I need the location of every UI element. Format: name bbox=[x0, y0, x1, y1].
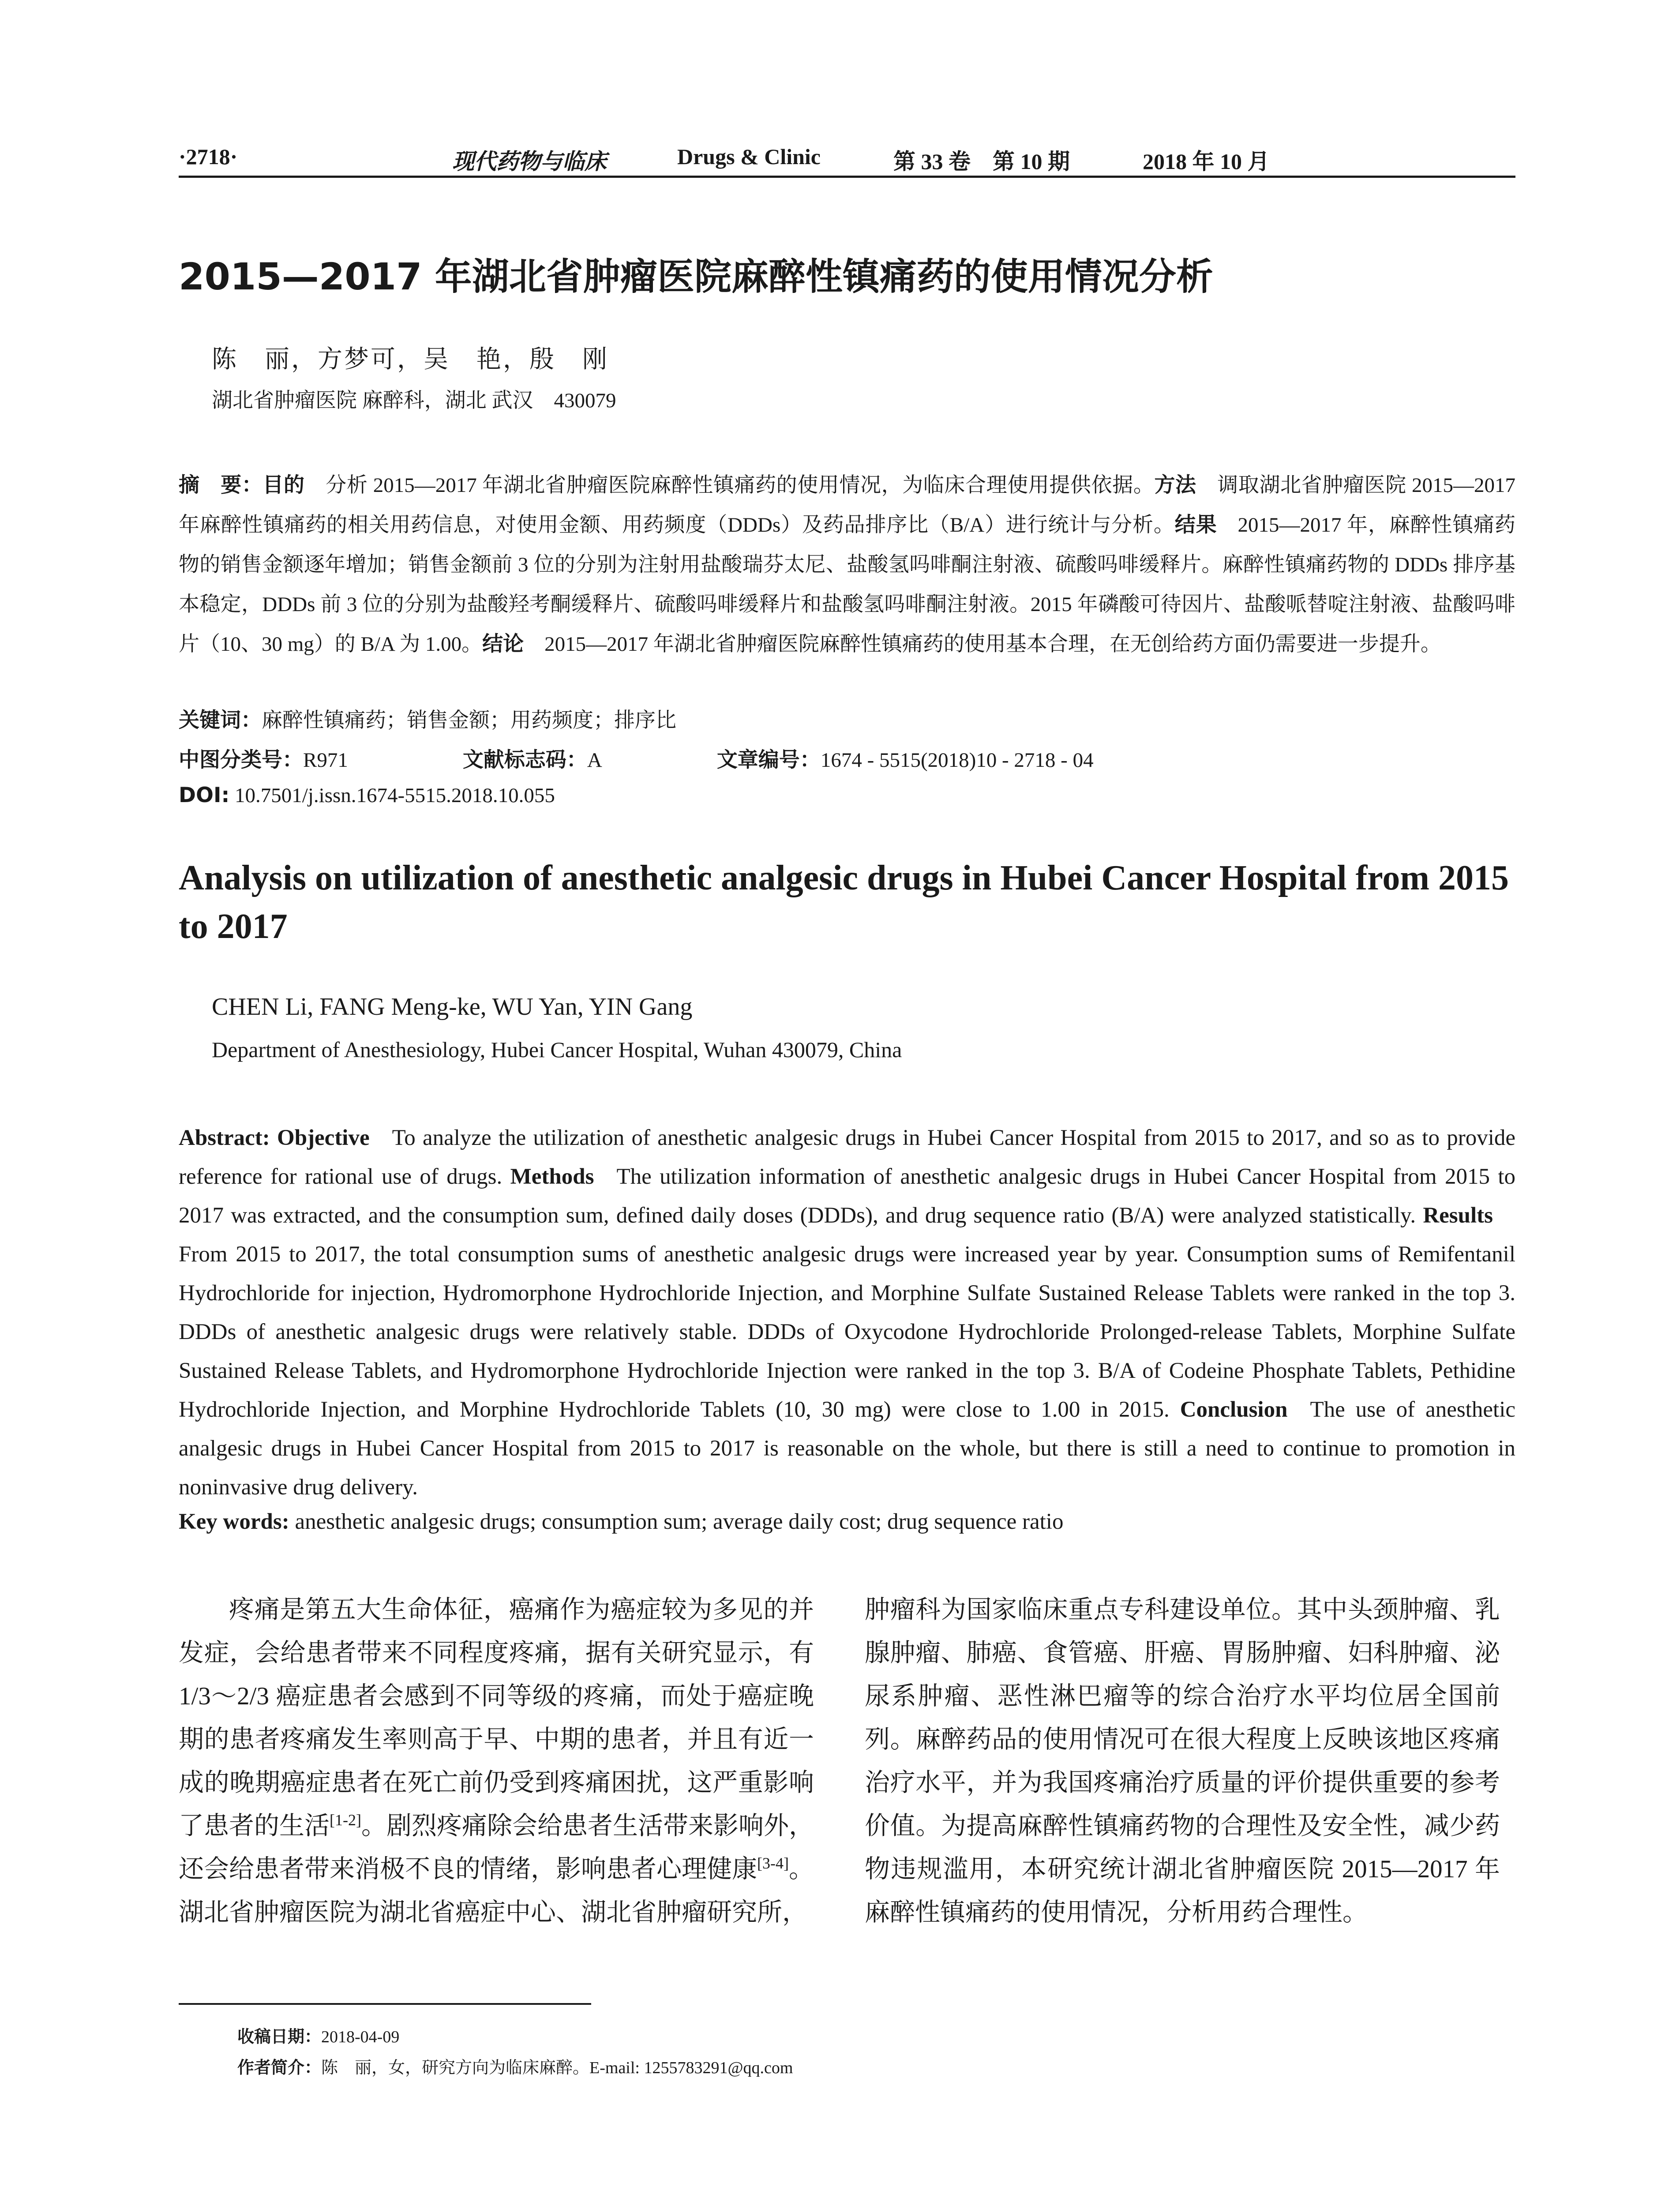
clc-label: 中图分类号： bbox=[179, 748, 303, 772]
keywords-text-cn: 麻醉性镇痛药；销售金额；用药频度；排序比 bbox=[262, 709, 676, 732]
classification-line bbox=[179, 743, 1515, 773]
objective-label-en: Objective bbox=[277, 1126, 370, 1150]
doi-link[interactable]: 10.7501/j.issn.1674-5515.2018.10.055 bbox=[235, 784, 555, 807]
author-info-label: 作者简介： bbox=[237, 2058, 322, 2077]
conclusion-text-en: The use of anesthetic analgesic drugs in Hubei Cancer Hospital from 2015 to 2017 is reasonable on the whole, but there is still a need to continue to promotion in noninvasive drug delivery. bbox=[179, 1397, 1516, 1500]
keywords-label-en: Key words: bbox=[179, 1509, 289, 1534]
clc-value: R971 bbox=[303, 749, 348, 772]
abstract-label-cn: 摘 要： bbox=[179, 473, 263, 497]
body-text: 。湖北省肿瘤医院为湖北省癌症中心、湖北省肿瘤研究所， bbox=[179, 1855, 814, 1926]
methods-label-cn: 方法 bbox=[1154, 473, 1196, 497]
methods-text-cn: 调取湖北省肿瘤医院 2015—2017 年麻醉性镇痛药的相关用药信息，对使用金额、用药频度（DDDs）及药品排序比（B/A）进行统计与分析。 bbox=[179, 474, 1516, 536]
doc-code-value: A bbox=[587, 749, 602, 772]
objective-label-cn: 目的 bbox=[262, 473, 305, 497]
citation-ref[interactable]: [1-2] bbox=[330, 1811, 361, 1829]
keywords-cn bbox=[179, 704, 1515, 733]
results-label-cn: 结果 bbox=[1174, 513, 1217, 537]
doi-line bbox=[179, 783, 1515, 807]
keywords-text-en: anesthetic analgesic drugs; consumption sum; average daily cost; drug sequence ratio bbox=[295, 1509, 1064, 1534]
conclusion-label-cn: 结论 bbox=[482, 632, 524, 656]
received-label: 收稿日期： bbox=[237, 2027, 322, 2046]
abstract-en bbox=[179, 1118, 1515, 1507]
article-title-cn: 2015—2017 年湖北省肿瘤医院麻醉性镇痛药的使用情况分析 bbox=[179, 255, 1213, 298]
issue-date: 2018 年 10 月 bbox=[1143, 149, 1270, 174]
footnote-received bbox=[237, 2023, 399, 2047]
body-text: 疼痛是第五大生命体征，癌痛作为癌症较为多见的并发症，会给患者带来不同程度疼痛，据有关研究显示，有 1/3～2/3 癌症患者会感到不同等级的疼痛，而处于癌症晚期的患者疼痛发生率则高于早、中期的患者，并且有近一成的晚期癌症患者在死亡前仍受到疼痛困扰，这严重影响了患者的生活 bbox=[179, 1596, 814, 1840]
doc-code-label: 文献标志码： bbox=[462, 748, 587, 772]
page-number: ·2718· bbox=[179, 144, 238, 169]
footnote-author bbox=[237, 2054, 793, 2078]
body-column-left bbox=[179, 1588, 814, 1934]
author-info: 陈 丽，女，研究方向为临床麻醉。E-mail: 1255783291@qq.com bbox=[321, 2059, 793, 2077]
keywords-label-cn: 关键词： bbox=[179, 708, 262, 732]
received-date: 2018-04-09 bbox=[321, 2028, 400, 2046]
running-header bbox=[179, 140, 1515, 178]
journal-name-cn: 现代药物与临床 bbox=[452, 149, 607, 174]
objective-text-cn: 分析 2015—2017 年湖北省肿瘤医院麻醉性镇痛药的使用情况，为临床合理使用提供依据。 bbox=[325, 474, 1155, 497]
volume-issue: 第 33 卷 第 10 期 bbox=[893, 149, 1070, 174]
citation-ref[interactable]: [3-4] bbox=[757, 1854, 789, 1872]
conclusion-text-cn: 2015—2017 年湖北省肿瘤医院麻醉性镇痛药的使用基本合理，在无创给药方面仍需要进一步提升。 bbox=[544, 633, 1441, 656]
body-text: 。剧烈疼痛除会给患者生活带来影响外，还会给患者带来消极不良的情绪，影响患者心理健康 bbox=[179, 1812, 814, 1883]
conclusion-label-en: Conclusion bbox=[1180, 1397, 1288, 1422]
footnote-divider bbox=[179, 2003, 591, 2005]
authors-en: CHEN Li, FANG Meng-ke, WU Yan, YIN Gang bbox=[212, 993, 693, 1020]
body-column-right: 肿瘤科为国家临床重点专科建设单位。其中头颈肿瘤、乳腺肿瘤、肺癌、食管癌、肝癌、胃肠肿瘤、妇科肿瘤、泌尿系肿瘤、恶性淋巴瘤等的综合治疗水平均位居全国前列。麻醉药品的使用情况可在很大程度上反映该地区疼痛治疗水平，并为我国疼痛治疗质量的评价提供重要的参考价值。为提高麻醉性镇痛药物的合理性及安全性，减少药物违规滥用，本研究统计湖北省肿瘤医院 2015—2017 年麻醉性镇痛药的使用情况，分析用药合理性。 bbox=[865, 1596, 1500, 1926]
article-no-value: 1674 - 5515(2018)10 - 2718 - 04 bbox=[820, 749, 1094, 772]
authors-cn: 陈 丽，方梦可，吴 艳，殷 刚 bbox=[212, 346, 609, 373]
results-text-en: From 2015 to 2017, the total consumption sums of anesthetic analgesic drugs were increased year by year. Consumption sums of Remifentanil Hydrochloride for injection, Hydromorphone Hydrochloride Injection, and Morphine Sulfate Sustained Release Tablets were ranked in the top 3. DDDs of anesthetic analgesic drugs were relatively stable. DDDs of Oxycodone Hydrochloride Prolonged-release Tablets, Morphine Sulfate Sustained Release Tablets, and Hydromorphone Hydrochloride Injection were ranked in the top 3. B/A of Codeine Phosphate Tablets, Pethidine Hydrochloride Injection, and Morphine Hydrochloride Tablets (10, 30 mg) were close to 1.00 in 2015. bbox=[179, 1242, 1515, 1422]
methods-label-en: Methods bbox=[510, 1164, 594, 1189]
results-label-en: Results bbox=[1423, 1203, 1493, 1228]
abstract-label-en: Abstract: bbox=[179, 1126, 270, 1150]
journal-name-en: Drugs & Clinic bbox=[677, 144, 821, 169]
article-title-en: Analysis on utilization of anesthetic analgesic drugs in Hubei Cancer Hospital from 2015 to 2017 bbox=[179, 859, 1509, 946]
affiliation-en: Department of Anesthesiology, Hubei Cancer Hospital, Wuhan 430079, China bbox=[212, 1037, 902, 1062]
affiliation-cn: 湖北省肿瘤医院 麻醉科，湖北 武汉 430079 bbox=[212, 389, 616, 412]
article-no-label: 文章编号： bbox=[716, 748, 821, 772]
methods-text-en: The utilization information of anesthetic analgesic drugs in Hubei Cancer Hospital from 2015 to 2017 was extracted, and the consumption sum, defined daily doses (DDDs), and drug sequence ratio (B/A) were analyzed statistically. bbox=[179, 1164, 1515, 1228]
results-text-cn: 2015—2017 年，麻醉性镇痛药物的销售金额逐年增加；销售金额前 3 位的分别为注射用盐酸瑞芬太尼、盐酸氢吗啡酮注射液、硫酸吗啡缓释片。麻醉性镇痛药物的 DDDs 排序基本稳定，DDDs 前 3 位的分别为盐酸羟考酮缓释片、硫酸吗啡缓释片和盐酸氢吗啡酮注射液。2015 年磷酸可待因片、盐酸哌替啶注射液、盐酸吗啡片（10、30 mg）的 B/A 为 1.00。 bbox=[179, 514, 1516, 656]
objective-text-en: To analyze the utilization of anesthetic analgesic drugs in Hubei Cancer Hospital from 2015 to 2017, and so as to provide reference for rational use of drugs. bbox=[179, 1126, 1516, 1189]
doi-label: DOI: bbox=[179, 783, 230, 807]
abstract-cn bbox=[179, 465, 1515, 664]
keywords-en bbox=[179, 1509, 1063, 1534]
